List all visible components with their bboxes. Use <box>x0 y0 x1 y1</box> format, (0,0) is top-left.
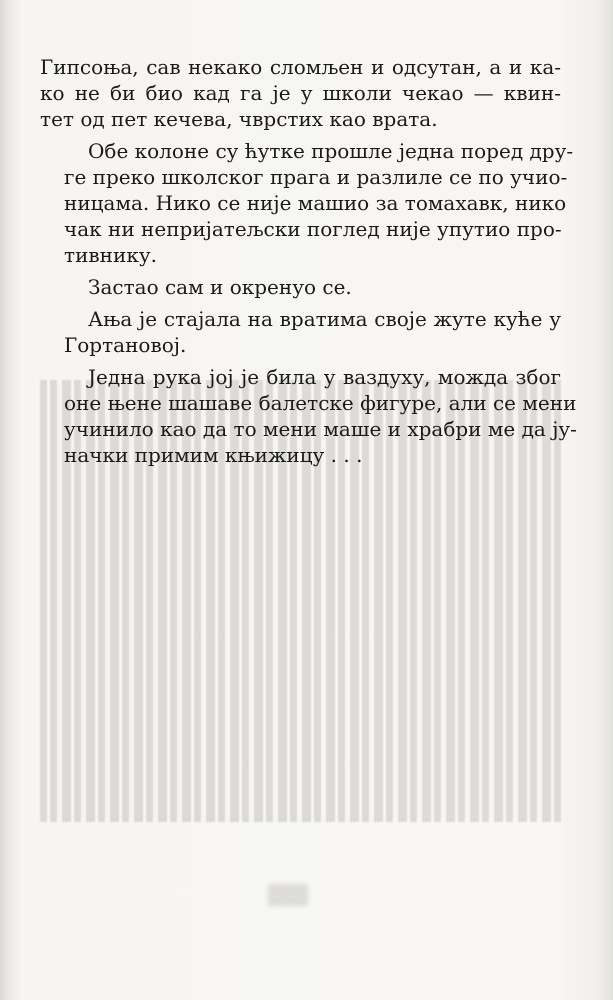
paragraph-3 <box>40 274 561 300</box>
text-line: ницама. Нико се није машио за томахавк, нико <box>64 191 567 215</box>
text-line: оне њене шашаве балетске фигуре, али се мени <box>64 391 577 415</box>
text-line: тет од пет кечева, чврстих као врата. <box>40 107 438 131</box>
text-line: Обе колоне су ћутке прошле једна поред дру- <box>88 139 574 163</box>
text-line: Застао сам и окренуо се. <box>88 275 352 299</box>
text-line: учинило као да то мени маше и храбри ме да ју- <box>64 417 577 441</box>
text-line: Гортановој. <box>64 333 187 357</box>
body-text <box>40 54 577 474</box>
paragraph-1 <box>40 54 561 132</box>
paragraph-2 <box>40 138 574 268</box>
text-line: ко не би био кад га је у школи чекао — квин- <box>40 81 561 105</box>
text-line: ге преко школског прага и разлиле се по учио- <box>64 165 568 189</box>
paragraph-4 <box>40 306 561 358</box>
text-line: Ања је стајала на вратима своје жуте куће у <box>88 307 561 331</box>
bleed-through-page-number <box>268 884 308 906</box>
text-line: начки примим књижицу . . . <box>64 443 363 467</box>
text-line: тивнику. <box>64 243 157 267</box>
text-line: Једна рука јој је била у ваздуху, можда због <box>88 365 561 389</box>
paragraph-5 <box>40 364 577 468</box>
text-line: Гипсоња, сав некако сломљен и одсутан, а и ка- <box>40 55 561 79</box>
text-line: чак ни непријатељски поглед није упутио про- <box>64 217 562 241</box>
